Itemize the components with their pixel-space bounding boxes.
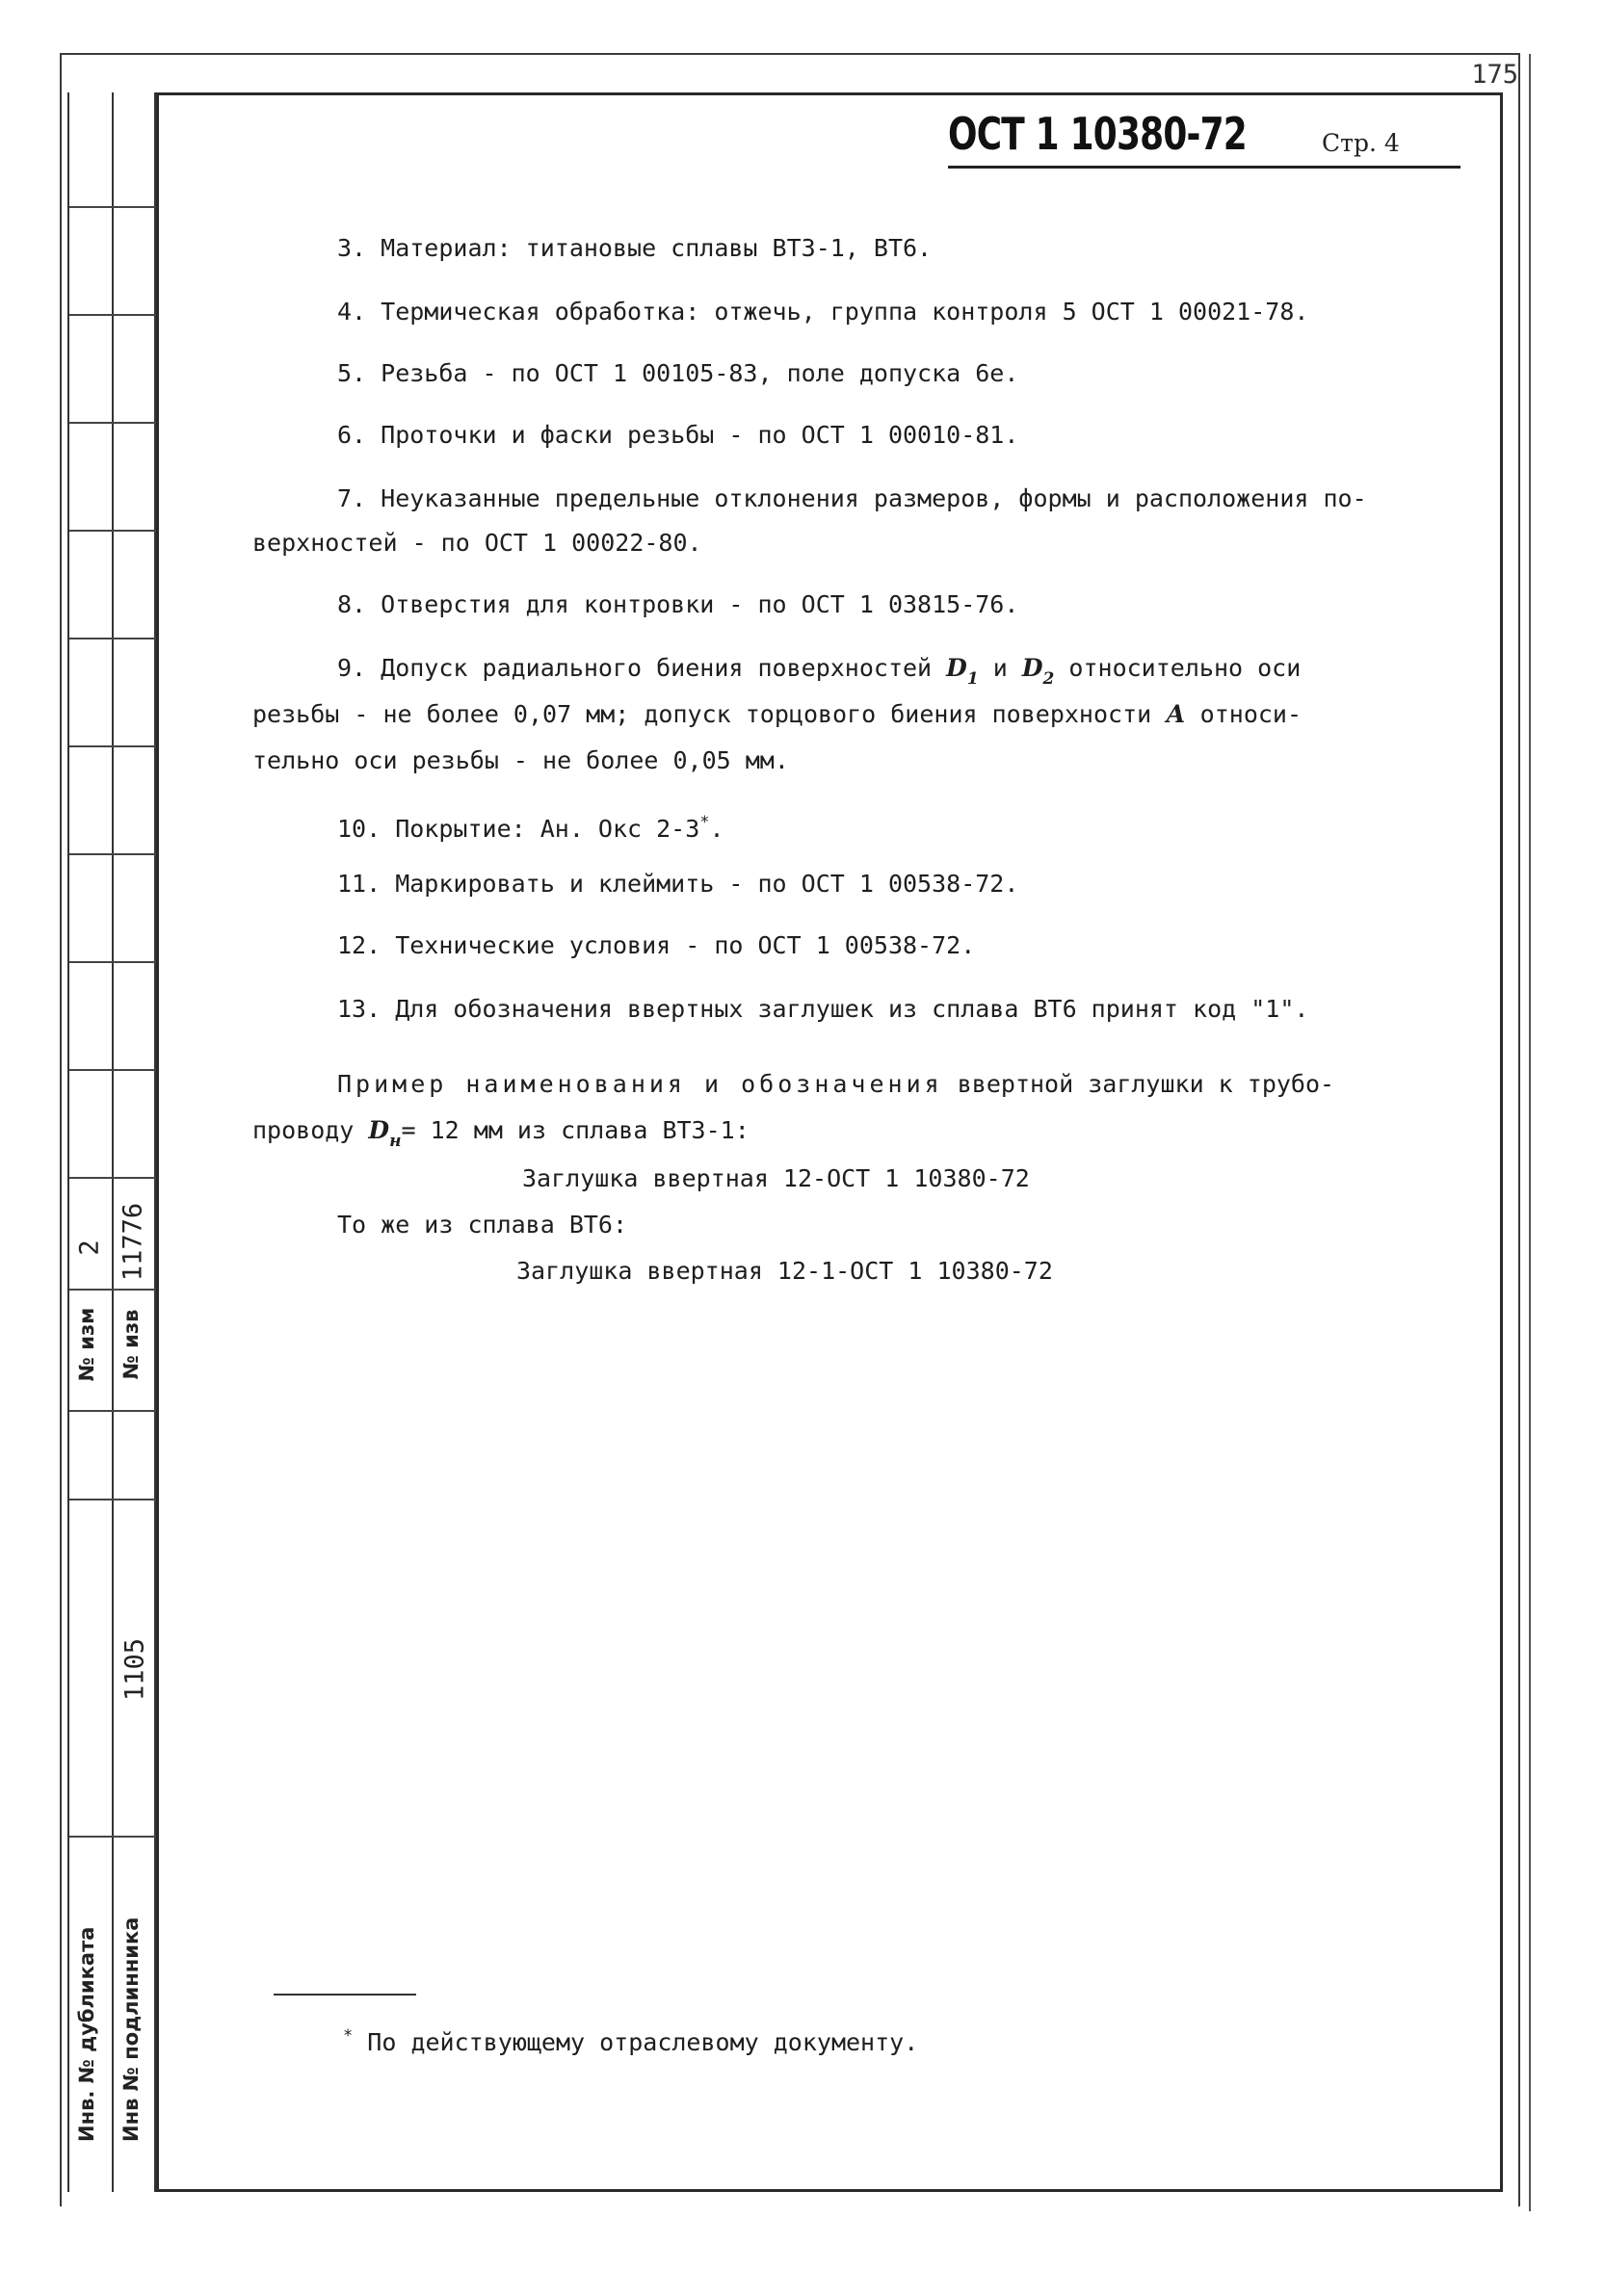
margin-divider: [69, 961, 156, 963]
footnote-mark: *: [343, 2026, 354, 2046]
item-4: 4. Термическая обработка: отжечь, группа контроля 5 ОСТ 1 00021-78.: [337, 298, 1309, 326]
label-change-doc: № изв: [119, 1309, 143, 1380]
margin-divider: [69, 638, 156, 639]
symbol-dn: D: [368, 1116, 390, 1144]
duplicate-inventory-number: 1105: [119, 1637, 150, 1702]
page-label: Стр. 4: [1322, 129, 1400, 157]
margin-divider: [69, 853, 156, 855]
example-same-label: То же из сплава ВТ6:: [337, 1211, 628, 1239]
item-9-text-e: относи-: [1185, 700, 1302, 728]
margin-divider: [69, 1069, 156, 1071]
margin-divider: [69, 745, 156, 747]
margin-divider: [69, 314, 156, 316]
item-7-line2: верхностей - по ОСТ 1 00022-80.: [252, 529, 702, 557]
label-change-number: № изм: [75, 1307, 98, 1382]
margin-divider: [69, 1499, 156, 1500]
label-original-inventory: Инв № подлинника: [119, 1917, 143, 2142]
margin-divider: [69, 530, 156, 532]
item-9-text-d: резьбы - не более 0,07 мм; допуск торцового биения поверхности: [252, 700, 1167, 728]
margin-divider: [69, 422, 156, 424]
example-designation-2: Заглушка ввертная 12-1-ОСТ 1 10380-72: [516, 1257, 1053, 1285]
item-5: 5. Резьба - по ОСТ 1 00105-83, поле допуска 6е.: [337, 359, 1019, 387]
margin-column-outer: [67, 92, 114, 2192]
document-code: ОСТ 1 10380-72: [948, 108, 1247, 160]
item-9-line3: тельно оси резьбы - не более 0,05 мм.: [252, 746, 789, 774]
right-edge-line: [1529, 54, 1531, 2211]
item-9-text-b: и: [978, 654, 1022, 682]
footnote-separator: [274, 1994, 416, 1996]
change-doc-number: 11776: [118, 1202, 148, 1282]
symbol-d2-sub: 2: [1042, 669, 1055, 689]
change-number: 2: [74, 1239, 105, 1256]
footnote: [343, 2013, 918, 2066]
example-line1: [337, 1061, 1334, 1108]
margin-divider: [69, 1836, 156, 1838]
item-8: 8. Отверстия для контровки - по ОСТ 1 03815-76.: [337, 590, 1019, 618]
margin-divider: [69, 1177, 156, 1179]
item-11: 11. Маркировать и клеймить - по ОСТ 1 00538-72.: [337, 870, 1019, 898]
item-10-footnote-mark: *: [699, 813, 710, 832]
example-line2-b: = 12 мм из сплава ВТ3-1:: [401, 1116, 750, 1144]
symbol-d2: D: [1021, 654, 1043, 682]
symbol-surface-a: А: [1166, 700, 1186, 728]
item-13: 13. Для обозначения ввертных заглушек из сплава ВТ6 принят код "1".: [337, 995, 1309, 1023]
item-7-line1: 7. Неуказанные предельные отклонения размеров, формы и расположения по-: [337, 484, 1367, 512]
symbol-d1: D: [946, 654, 967, 682]
item-10-tail: .: [709, 815, 724, 843]
item-12: 12. Технические условия - по ОСТ 1 00538-72.: [337, 931, 976, 959]
item-9-line2: [252, 691, 1302, 738]
example-line1-rest: ввертной заглушки к трубо-: [942, 1070, 1335, 1098]
item-10: [337, 799, 724, 852]
item-9-text-a: 9. Допуск радиального биения поверхностей: [337, 654, 947, 682]
margin-divider: [69, 1410, 156, 1412]
label-duplicate-inventory: Инв. № дубликата: [75, 1926, 98, 2142]
item-10-text: 10. Покрытие: Ан. Окс 2-3: [337, 815, 700, 843]
symbol-d1-sub: 1: [966, 669, 979, 689]
example-line2-a: проводу: [252, 1116, 369, 1144]
margin-divider: [69, 206, 156, 208]
footnote-text: По действующему отраслевому документу.: [353, 2028, 919, 2056]
margin-column-inner: [112, 92, 156, 2192]
sheet-number: 175: [1471, 60, 1518, 90]
document-code-underline: [948, 166, 1460, 169]
example-heading: Пример наименования и обозначения: [337, 1070, 943, 1098]
item-3: 3. Материал: титановые сплавы ВТ3-1, ВТ6.: [337, 234, 933, 262]
item-9-text-c: относительно оси: [1054, 654, 1302, 682]
item-6: 6. Проточки и фаски резьбы - по ОСТ 1 00010-81.: [337, 421, 1019, 449]
symbol-dn-sub: н: [389, 1132, 402, 1151]
example-designation-1: Заглушка ввертная 12-ОСТ 1 10380-72: [522, 1164, 1030, 1192]
